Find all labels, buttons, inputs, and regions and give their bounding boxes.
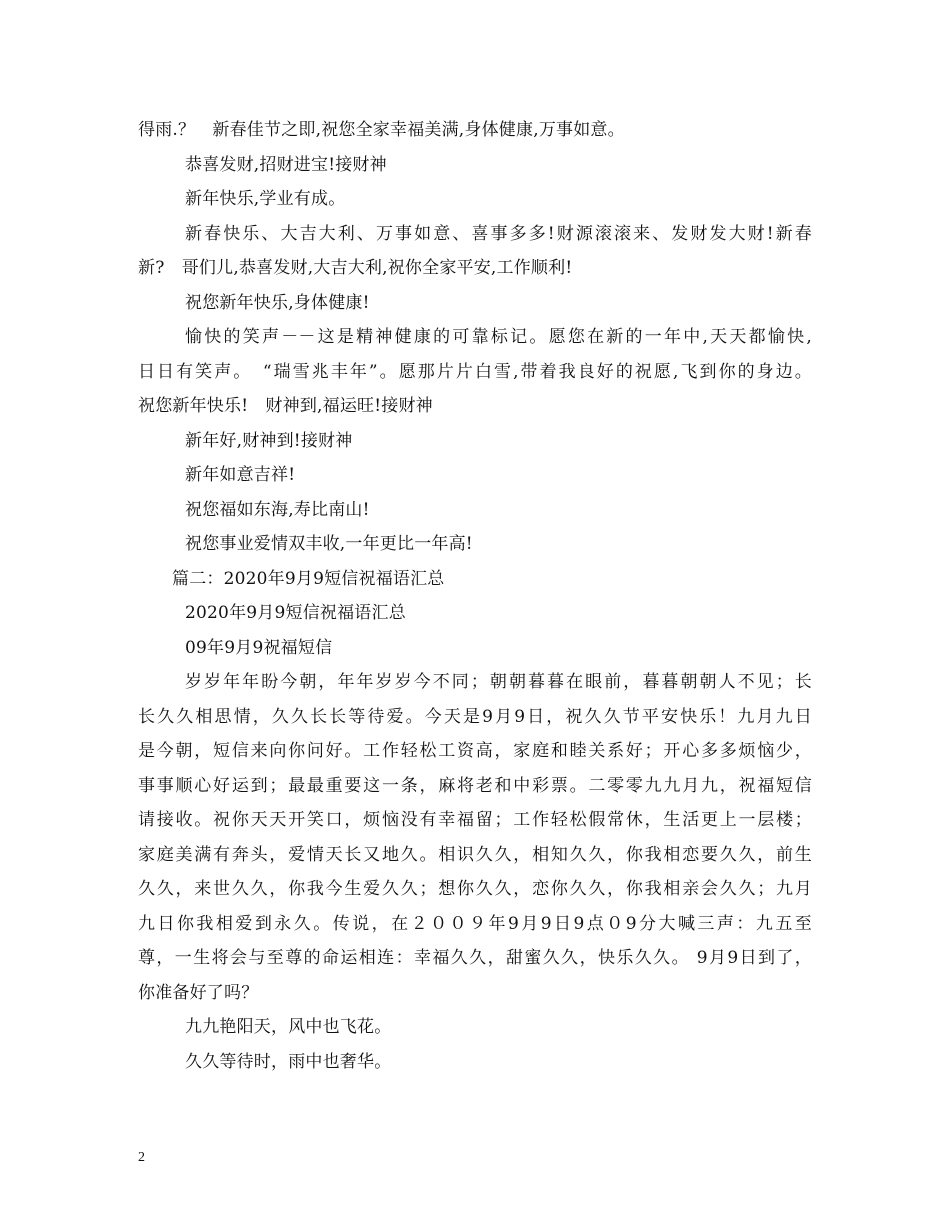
text-line: 祝您新年快乐! 财神到,福运旺!接财神 (138, 396, 433, 416)
text-line: 日日有笑声。 “瑞雪兆丰年”。愿那片片白雪,带着我良好的祝愿,飞到你的身边。 (138, 361, 812, 382)
text-line: 尊，一生将会与至尊的命运相连：幸福久久，甜蜜久久，快乐久久。 9月9日到了， (138, 948, 812, 968)
text-line: 你准备好了吗？ (138, 982, 259, 1003)
text-line: 是今朝，短信来向你问好。工作轻松工资高，家庭和睦关系好；开心多多烦恼少， (138, 741, 812, 761)
text-line: 篇二：2020年9月9短信祝福语汇总 (172, 568, 445, 589)
text-line: 2020年9月9短信祝福语汇总 (185, 603, 406, 623)
text-line: 九九艳阳天，风中也飞花。 (185, 1017, 392, 1037)
text-line: 恭喜发财,招财进宝!接财神 (185, 154, 387, 175)
text-line: 事事顺心好运到；最最重要这一条，麻将老和中彩票。二零零九九月九，祝福短信 (138, 775, 812, 796)
page-number: 2 (138, 1150, 145, 1165)
text-line: 岁岁年年盼今朝，年年岁岁今不同；朝朝暮暮在眼前，暮暮朝朝人不见；长 (185, 672, 812, 692)
text-line: 愉快的笑声－－这是精神健康的可靠标记。愿您在新的一年中,天天都愉快, (185, 327, 812, 347)
text-line: 得雨.？ 新春佳节之即,祝您全家幸福美满,身体健康,万事如意。 (138, 120, 625, 140)
text-line: 久久等待时，雨中也奢华。 (185, 1051, 392, 1072)
text-line: 祝您福如东海,寿比南山! (185, 499, 370, 520)
text-line: 祝您事业爱情双丰收,一年更比一年高! (185, 534, 473, 554)
text-line: 请接收。祝你天天开笑口，烦恼没有幸福留；工作轻松假常休，生活更上一层楼； (138, 810, 812, 830)
text-line: 新年快乐,学业有成。 (185, 189, 346, 209)
text-line: 久久，来世久久，你我今生爱久久；想你久久，恋你久久，你我相亲会久久；九月 (138, 879, 812, 899)
text-line: 家庭美满有奔头，爱情天长又地久。相识久久，相知久久，你我相恋要久久，前生 (138, 844, 812, 865)
text-line: 祝您新年快乐,身体健康! (185, 292, 370, 313)
text-line: 长久久相思情，久久长长等待爱。今天是9月9日，祝久久节平安快乐！九月九日 (138, 706, 812, 727)
text-line: 新年如意吉祥! (185, 465, 296, 485)
text-line: 九日你我相爱到永久。传说，在２００９年9月9日9点０9分大喊三声：九五至 (138, 913, 812, 934)
text-line: 09年9月9祝福短信 (185, 637, 333, 658)
text-line: 新春快乐、大吉大利、万事如意、喜事多多!财源滚滚来、发财发大财!新春 (185, 223, 812, 244)
text-line: 新? 哥们儿,恭喜发财,大吉大利,祝你全家平安,工作顺利! (138, 258, 573, 278)
text-line: 新年好,财神到!接财神 (185, 430, 353, 451)
